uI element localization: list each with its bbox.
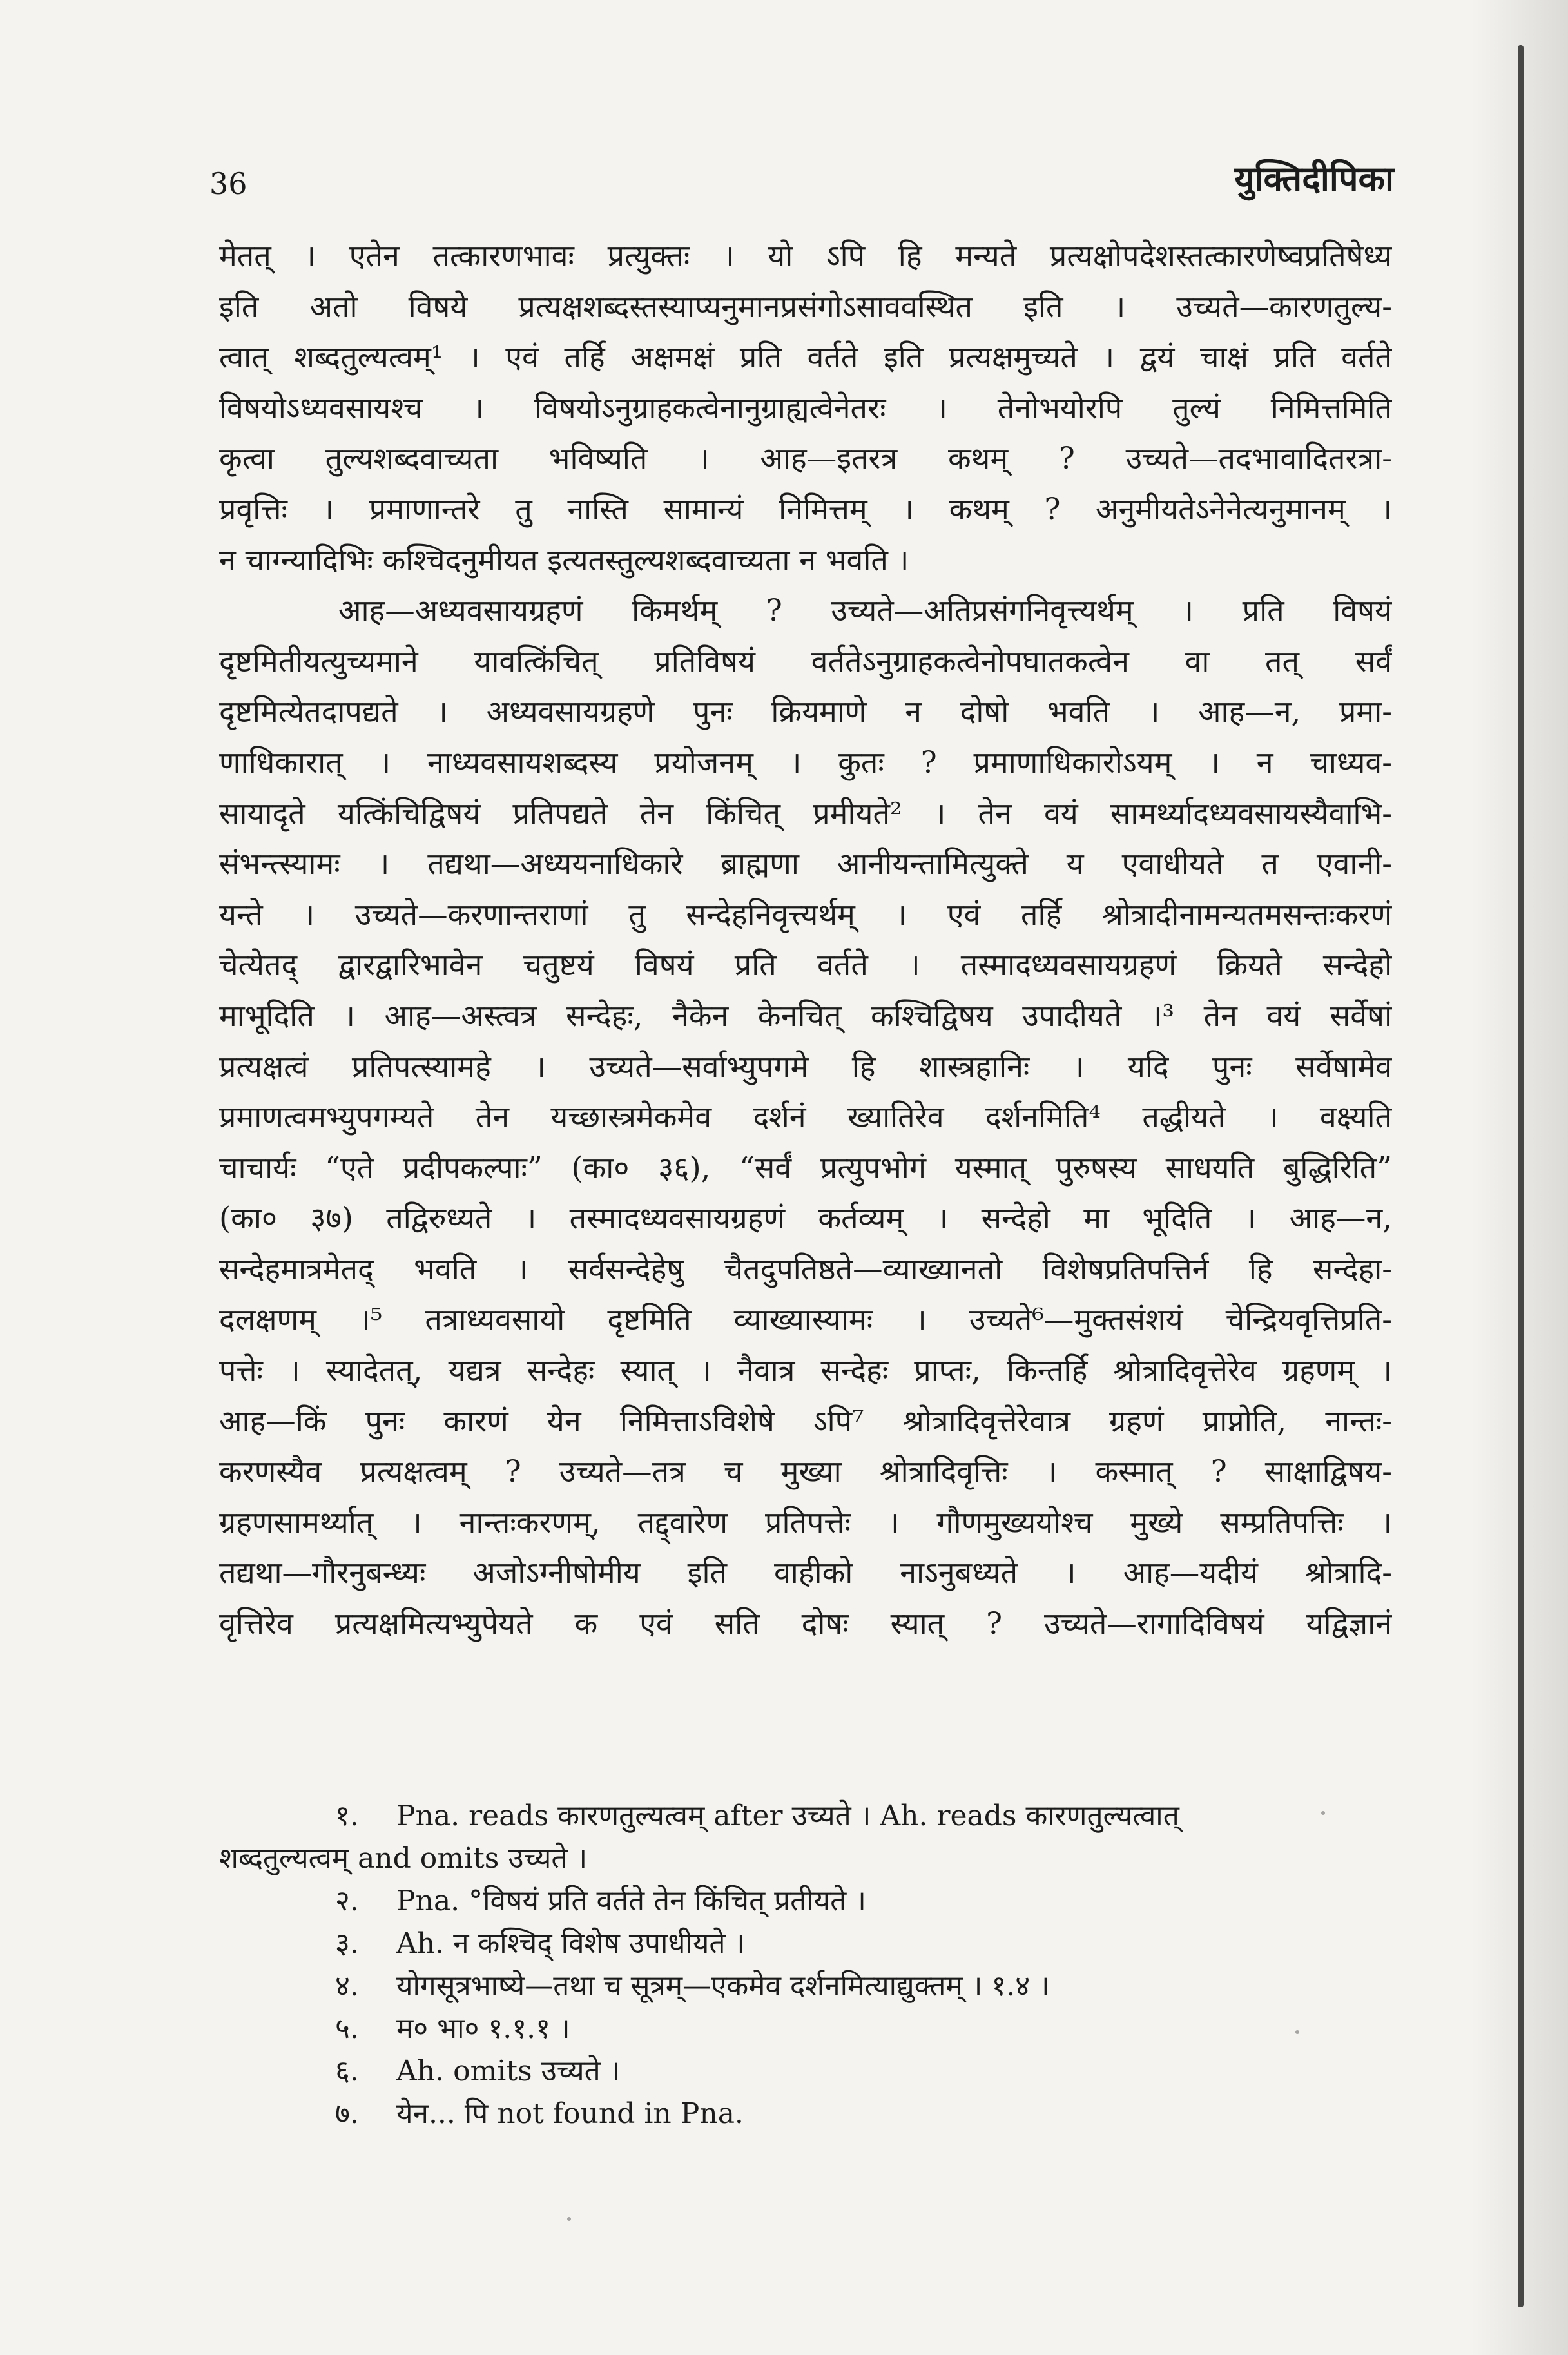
- text-line: प्रत्यक्षत्वं प्रतिपत्स्यामहे । उच्यते—सर्वाभ्युपगमे हि शास्त्रहानिः । यदि पुनः सर्वेषामेव: [219, 1049, 1392, 1084]
- text-line: माभूदिति । आह—अस्त्वत्र सन्देहः, नैकेन केनचित् कश्चिद्विषय उपादीयते ।³ तेन वयं सर्वेषां: [219, 998, 1392, 1033]
- text-line: करणस्यैव प्रत्यक्षत्वम् ? उच्यते—तत्र च मुख्या श्रोत्रादिवृत्तिः । कस्मात् ? साक्षाद्विषय-: [219, 1454, 1392, 1489]
- text-line: त्वात् शब्दतुल्यत्वम्¹ । एवं तर्हि अक्षमक्षं प्रति वर्तते इति प्रत्यक्षमुच्यते । द्वयं चाक्षं प्रति वर्तते: [219, 340, 1392, 375]
- main-text: [219, 231, 1392, 1649]
- footnote-continuation: [219, 1837, 1379, 1880]
- text-line: दृष्टमित्येतदापद्यते । अध्यवसायग्रहणे पुनः क्रियमाणे न दोषो भवति । आह—न, प्रमा-: [219, 694, 1392, 730]
- footnote-text: Ah. न कश्चिद् विशेष उपाधीयते ।: [396, 1927, 746, 1960]
- text-line: इति अतो विषये प्रत्यक्षशब्दस्तस्याप्यनुमानप्रसंगोऽसाववस्थित इति । उच्यते—कारणतुल्य-: [219, 289, 1392, 324]
- text-line: कृत्वा तुल्यशब्दवाच्यता भविष्यति । आह—इतरत्र कथम् ? उच्यते—तदभावादितरत्रा-: [219, 441, 1392, 476]
- footnotes: [219, 1795, 1379, 2135]
- text-line: न चाग्न्यादिभिः कश्चिदनुमीयत इत्यतस्तुल्यशब्दवाच्यता न भवति ।: [219, 542, 909, 577]
- text-line: ग्रहणसामर्थ्यात् । नान्तःकरणम्, तद्द्वारेण प्रतिपत्तेः । गौणमुख्ययोश्च मुख्ये सम्प्रतिपत्तिः ।: [219, 1504, 1392, 1540]
- running-title: युक्तिदीपिका: [1234, 158, 1394, 199]
- footnote: [219, 2050, 1379, 2093]
- footnote-number: ५.: [335, 2012, 359, 2045]
- text-line: विषयोऽध्यवसायश्च । विषयोऽनुग्राहकत्वेनानुग्राह्यत्वेनेतरः । तेनोभयोरपि तुल्यं निमित्तमिति: [219, 390, 1392, 425]
- text-line: चाचार्यः “एते प्रदीपकल्पाः” (का० ३६), “सर्वं प्रत्युपभोगं यस्मात् पुरुषस्य साधयति बुद्धिरिति”: [219, 1150, 1392, 1185]
- footnote-number: ७.: [335, 2097, 359, 2130]
- binding-edge-line: [1518, 45, 1524, 2307]
- text-line: णाधिकारात् । नाध्यवसायशब्दस्य प्रयोजनम् । कुतः ? प्रमाणाधिकारोऽयम् । न चाध्यव-: [219, 744, 1392, 780]
- footnote-number: ६.: [335, 2055, 359, 2088]
- text-line: तद्यथा—गौरनुबन्ध्यः अजोऽग्नीषोमीय इति वाहीको नाऽनुबध्यते । आह—यदीयं श्रोत्रादि-: [219, 1555, 1392, 1591]
- footnote: [219, 2093, 1379, 2135]
- paper-speck: [567, 2217, 571, 2221]
- text-line: चेत्येतद् द्वारद्वारिभावेन चतुष्टयं विषयं प्रति वर्तते । तस्मादध्यवसायग्रहणं क्रियते सन्देहो: [219, 947, 1392, 983]
- text-line: वृत्तिरेव प्रत्यक्षमित्यभ्युपेयते क एवं सति दोषः स्यात् ? उच्यते—रागादिविषयं यद्विज्ञानं: [219, 1606, 1392, 1642]
- text-line: पत्तेः । स्यादेतत्, यद्यत्र सन्देहः स्यात् । नैवात्र सन्देहः प्राप्तः, किन्तर्हि श्रोत्रादिवृत्तेरेव ग्रहणम् ।: [219, 1353, 1392, 1388]
- text-line: आह—किं पुनः कारणं येन निमित्ताऽविशेषे ऽपि⁷ श्रोत्रादिवृत्तेरेवात्र ग्रहणं प्राप्नोति, नान्तः-: [219, 1403, 1392, 1439]
- paper-speck: [1321, 1811, 1325, 1815]
- footnote: [219, 1795, 1379, 1837]
- paragraph-start-line: आह—अध्यवसायग्रहणं किमर्थम् ? उच्यते—अतिप्रसंगनिवृत्त्यर्थम् । प्रति विषयं: [338, 593, 1392, 628]
- paper-speck: [1295, 2030, 1299, 2034]
- text-line: सायादृते यत्किंचिद्विषयं प्रतिपद्यते तेन किंचित् प्रमीयते² । तेन वयं सामर्थ्यादध्यवसायस्यैवाभि-: [219, 795, 1392, 831]
- text-line: प्रवृत्तिः । प्रमाणान्तरे तु नास्ति सामान्यं निमित्तम् । कथम् ? अनुमीयतेऽनेनेत्यनुमानम् ।: [219, 491, 1392, 527]
- text-line: दृष्टमितीयत्युच्यमाने यावत्किंचित् प्रतिविषयं वर्ततेऽनुग्राहकत्वेनोपघातकत्वेन वा तत् सर्वं: [219, 643, 1392, 679]
- footnote-text: शब्दतुल्यत्वम् and omits उच्यते ।: [219, 1842, 588, 1875]
- page-number: 36: [209, 166, 247, 201]
- text-line: प्रमाणत्वमभ्युपगम्यते तेन यच्छास्त्रमेकमेव दर्शनं ख्यातिरेव दर्शनमिति⁴ तद्धीयते । वक्ष्यति: [219, 1100, 1392, 1135]
- footnote-text: Pna. °विषयं प्रति वर्तते तेन किंचित् प्रतीयते ।: [396, 1885, 866, 1917]
- text-line: यन्ते । उच्यते—करणान्तराणां तु सन्देहनिवृत्त्यर्थम् । एवं तर्हि श्रोत्रादीनामन्यतमसन्तःकरणं: [219, 896, 1392, 932]
- text-line: मेतत् । एतेन तत्कारणभावः प्रत्युक्तः । यो ऽपि हि मन्यते प्रत्यक्षोपदेशस्तत्कारणेष्वप्रतिषेध्य: [219, 238, 1392, 273]
- text-line: संभन्त्स्यामः । तद्यथा—अध्ययनाधिकारे ब्राह्मणा आनीयन्तामित्युक्ते य एवाधीयते त एवानी-: [219, 846, 1392, 882]
- text-line: (का० ३७) तद्विरुध्यते । तस्मादध्यवसायग्रहणं कर्तव्यम् । सन्देहो मा भूदिति । आह—न,: [219, 1201, 1392, 1236]
- footnote: [219, 1880, 1379, 1923]
- footnote-number: ३.: [335, 1927, 359, 1960]
- footnote-text: Pna. reads कारणतुल्यत्वम् after उच्यते । Ah. reads कारणतुल्यत्वात्: [396, 1799, 1179, 1832]
- footnote-number: २.: [335, 1885, 359, 1917]
- footnote: [219, 1923, 1379, 1965]
- footnote-text: म० भा० १.१.१ ।: [396, 2012, 570, 2045]
- footnote-text: योगसूत्रभाष्ये—तथा च सूत्रम्—एकमेव दर्शनमित्याद्युक्तम् । १.४ ।: [396, 1970, 1050, 2002]
- footnote-text: Ah. omits उच्यते ।: [396, 2055, 621, 2088]
- footnote-text: येन... पि not found in Pna.: [396, 2097, 744, 2130]
- footnote: [219, 1965, 1379, 2008]
- footnote: [219, 2008, 1379, 2050]
- footnote-number: १.: [335, 1799, 359, 1832]
- text-line: दलक्षणम् ।⁵ तत्राध्यवसायो दृष्टमिति व्याख्यास्यामः । उच्यते⁶—मुक्तसंशयं चेन्द्रियवृत्तिप्रति-: [219, 1302, 1392, 1337]
- text-line: सन्देहमात्रमेतद् भवति । सर्वसन्देहेषु चैतदुपतिष्ठते—व्याख्यानतो विशेषप्रतिपत्तिर्न हि सन्देहा-: [219, 1251, 1392, 1286]
- footnote-number: ४.: [335, 1970, 359, 2002]
